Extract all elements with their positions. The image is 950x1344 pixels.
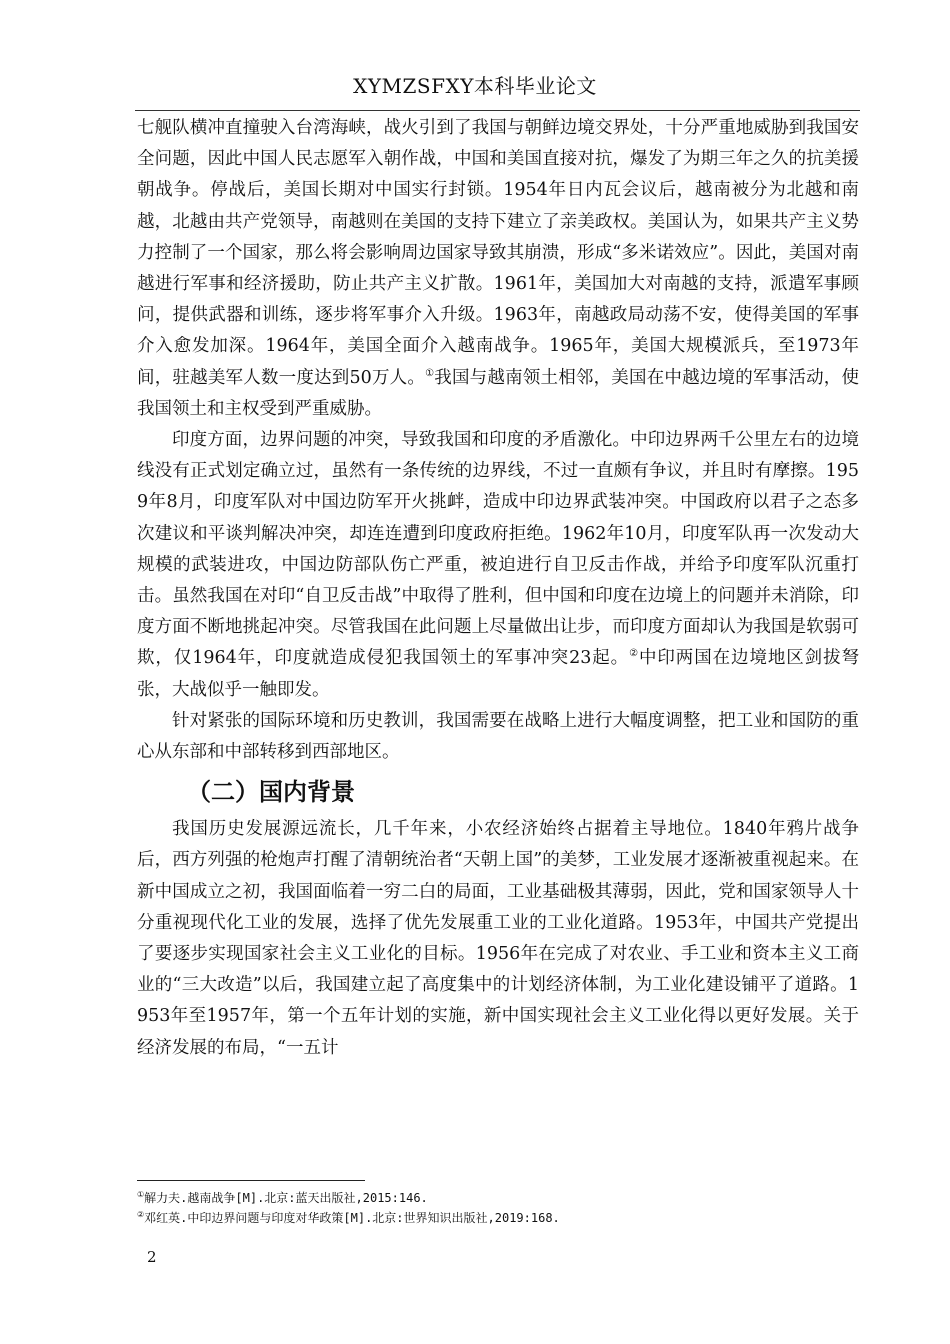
footnote-reference-2[interactable]: ② [629,648,639,660]
paragraph-continued [137,113,859,425]
footnote-rule [137,1180,365,1181]
page-header: XYMZSFXY本科毕业论文 [353,74,597,98]
footnote-text: 邓红英.中印边界问题与印度对华政策[M].北京:世界知识出版社,2019:168. [144,1211,560,1225]
paragraph-strategy: 针对紧张的国际环境和历史教训，我国需要在战略上进行大幅度调整，把工业和国防的重心从东部和中部转移到西部地区。 [137,710,859,763]
paragraph-text-after: 中印两国在边境地区剑拔弩张，大战似乎一触即发。 [137,648,860,700]
footnote-mark: ① [137,1190,145,1199]
paragraph-text-after: 我国与越南领土相邻，美国在中越边境的军事活动，使我国领土和主权受到严重威胁。 [137,367,859,419]
header-rule [135,110,860,111]
footnote-2 [137,1208,859,1228]
paragraph-domestic: 我国历史发展源远流长，几千年来，小农经济始终占据着主导地位。1840年鸦片战争后，西方列强的枪炮声打醒了清朝统治者“天朝上国”的美梦，工业发展才逐渐被重视起来。在新中国成立之初，我国面临着一穷二白的局面，工业基础极其薄弱，因此，党和国家领导人十分重视现代化工业的发展，选择了优先发展重工业的工业化道路。1953年，中国共产党提出了要逐步实现国家社会主义工业化的目标。1956年在完成了对农业、手工业和资本主义工商业的“三大改造”以后，我国建立起了高度集中的计划经济体制，为工业化建设铺平了道路。1953年至1957年，第一个五年计划的实施，新中国实现社会主义工业化得以更好发展。关于经济发展的布局，“一五计 [137,819,859,1058]
page-number: 2 [147,1248,157,1266]
section-heading: （二）国内背景 [187,778,355,807]
footnotes [137,1188,859,1228]
paragraph-text: 七舰队横冲直撞驶入台湾海峡，战火引到了我国与朝鲜边境交界处，十分严重地威胁到我国安全问题，因此中国人民志愿军入朝作战，中国和美国直接对抗，爆发了为期三年之久的抗美援朝战争。停战后，美国长期对中国实行封锁。1954年日内瓦会议后，越南被分为北越和南越，北越由共产党领导，南越则在美国的支持下建立了亲美政权。美国认为，如果共产主义势力控制了一个国家，那么将会影响周边国家导致其崩溃，形成“多米诺效应”。因此，美国对南越进行军事和经济援助，防止共产主义扩散。1961年，美国加大对南越的支持，派遣军事顾问，提供武器和训练，逐步将军事介入升级。1963年，南越政局动荡不安，使得美国的军事介入愈发加深。1964年，美国全面介入越南战争。1965年，美国大规模派兵，至1973年间，驻越美军人数一度达到50万人。 [137,118,859,388]
footnote-1 [137,1188,859,1208]
footnote-mark: ② [137,1210,145,1219]
paragraph-text: 印度方面，边界问题的冲突，导致我国和印度的矛盾激化。中印边界两千公里左右的边境线没有正式划定确立过，虽然有一条传统的边界线，不过一直颇有争议，并且时有摩擦。1959年8月，印度军队对中国边防军开火挑衅，造成中印边界武装冲突。中国政府以君子之态多次建议和平谈判解决冲突，却连连遭到印度政府拒绝。1962年10月，印度军队再一次发动大规模的武装进攻，中国边防部队伤亡严重，被迫进行自卫反击作战，并给予印度军队沉重打击。虽然我国在对印“自卫反击战”中取得了胜利，但中国和印度在边境上的问题并未消除，印度方面不断地挑起冲突。尽管我国在此问题上尽量做出让步，而印度方面却认为我国是软弱可欺，仅1964年，印度就造成侵犯我国领土的军事冲突23起。 [137,430,859,669]
footnote-reference-1[interactable]: ① [425,367,435,379]
body-text [137,113,859,1064]
footnote-text: 解力夫.越南战争[M].北京:蓝天出版社,2015:146. [144,1191,428,1205]
paragraph-india [137,425,859,706]
